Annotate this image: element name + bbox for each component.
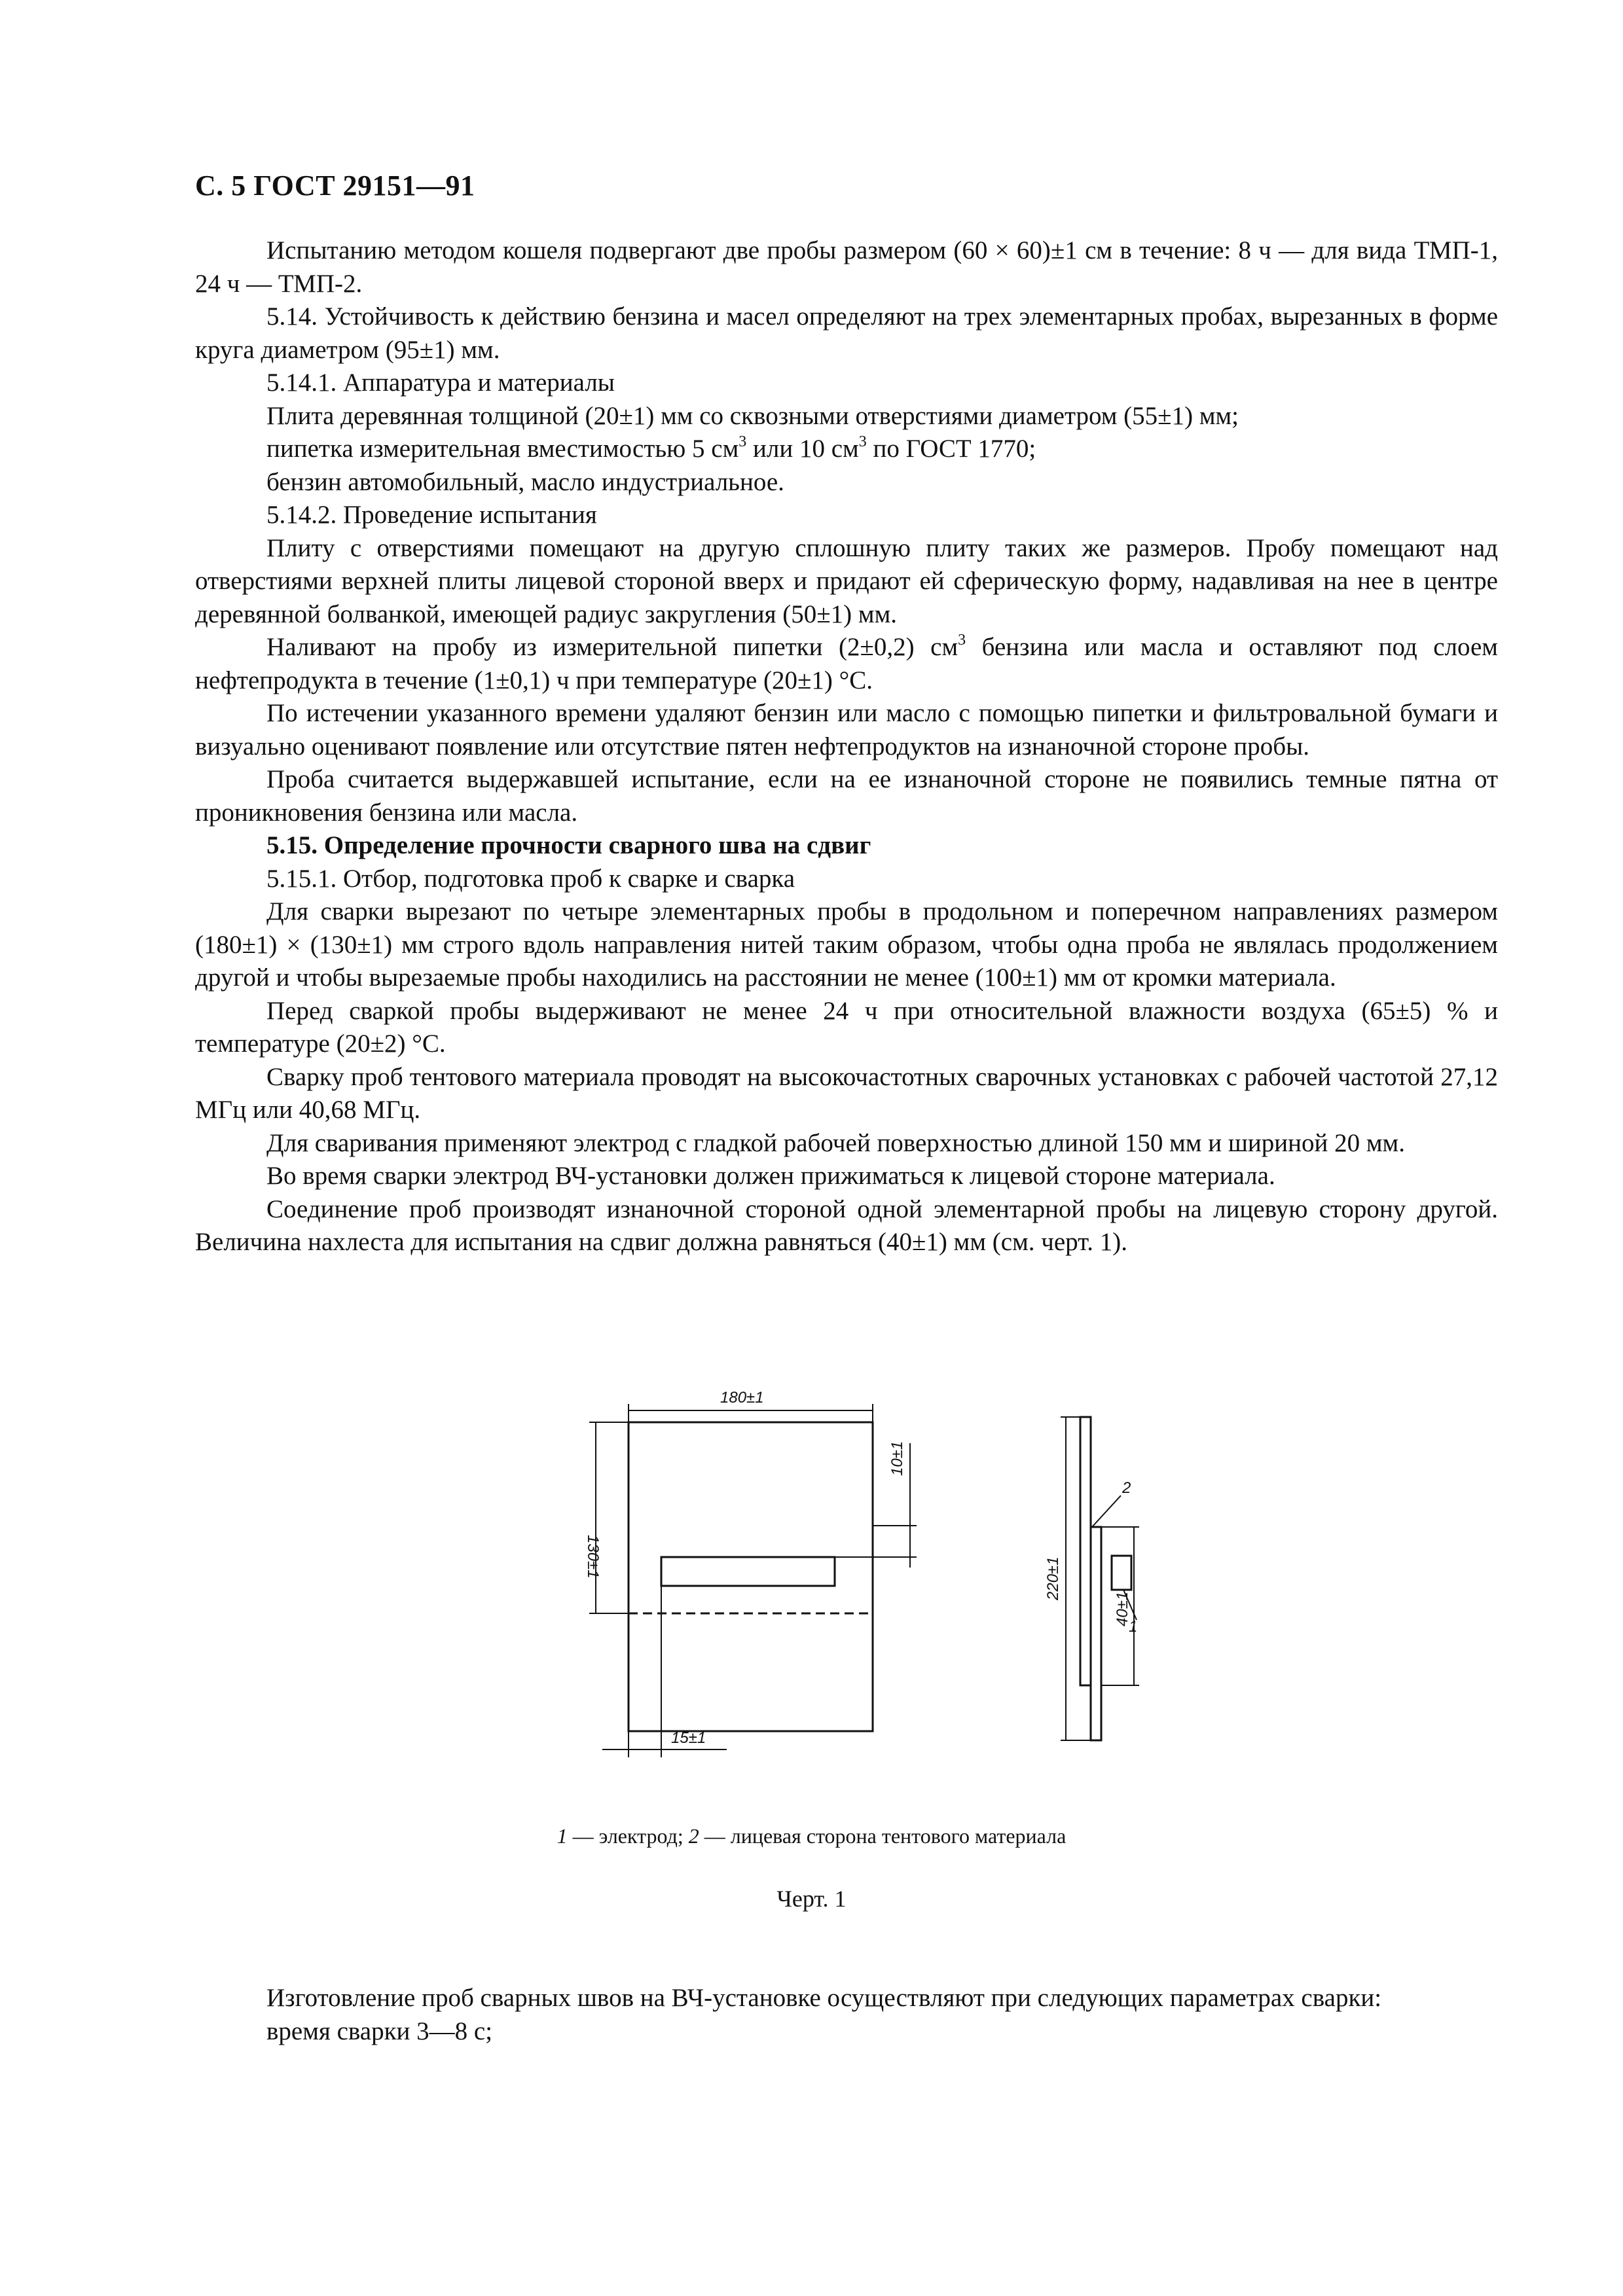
side-view-electrode <box>1112 1556 1131 1590</box>
dim-label-gap: 10±1 <box>888 1441 906 1476</box>
paragraph: Во время сварки электрод ВЧ-установки должен прижиматься к лицевой стороне материала. <box>266 1162 1275 1190</box>
sample-outline <box>629 1422 873 1731</box>
paragraph: 5.14.1. Аппаратура и материалы <box>266 368 615 397</box>
paragraph: 5.14. Устойчивость к действию бензина и масел определяют на трех элементарных пробах, вырезанных в форме круга диаметром (95±1) мм. <box>195 302 1498 364</box>
text-span: или 10 см <box>746 435 859 463</box>
paragraph: Плиту с отверстиями помещают на другую сплошную плиту таких же размеров. Пробу помещают над отверстиями верхней плиты лицевой стороной вверх и придают ей сферическую форму, надавливая на нее в центре деревянной болванкой, имеющей радиус закругления (50±1) мм. <box>195 533 1498 628</box>
dim-label-bottom: 15±1 <box>671 1729 706 1747</box>
leader-line-2 <box>1092 1496 1121 1527</box>
body-text <box>195 234 1498 1259</box>
paragraph: По истечении указанного времени удаляют бензин или масло с помощью пипетки и фильтровальной бумаги и визуально оценивают появление или отсутствие пятен нефтепродуктов на изнаночной стороне пробы. <box>195 699 1498 761</box>
welding-sample-drawing <box>563 1371 1139 1777</box>
paragraph: Соединение проб производят изнаночной стороной одной элементарной пробы на лицевую сторону другой. Величина нахлеста для испытания на сдвиг должна равняться (40±1) мм (см. черт. 1). <box>195 1194 1498 1256</box>
paragraph: время сварки 3—8 с; <box>266 2017 493 2045</box>
superscript: 3 <box>739 433 747 450</box>
paragraph: Изготовление проб сварных швов на ВЧ-установке осуществляют при следующих параметрах сварки: <box>266 1984 1382 2012</box>
paragraph: Перед сваркой пробы выдерживают не менее 24 ч при относительной влажности воздуха (65±5) % и температуре (20±2) °С. <box>195 996 1498 1058</box>
caption-text: — электрод; <box>567 1824 689 1848</box>
paragraph <box>195 433 1498 466</box>
side-view-plate-bottom <box>1091 1527 1101 1740</box>
paragraph: бензин автомобильный, масло индустриальное. <box>266 467 784 496</box>
paragraph: Для сварки вырезают по четыре элементарных пробы в продольном и поперечном направлениях размером (180±1) × (130±1) мм строго вдоль направления нитей таким образом, чтобы одна проба не являлась продолжением другой и чтобы вырезаемые пробы находились на расстоянии не менее (100±1) мм от кромки материала. <box>195 897 1498 992</box>
dim-label-overlap: 40±1 <box>1114 1591 1131 1626</box>
page-header: С. 5 ГОСТ 29151—91 <box>195 170 475 202</box>
paragraph <box>195 631 1498 697</box>
caption-number: 1 <box>556 1824 568 1848</box>
paragraph: Проба считается выдержавшей испытание, если на ее изнаночной стороне не появились темные пятна от проникновения бензина или масла. <box>195 765 1498 827</box>
figure-label: Черт. 1 <box>776 1886 847 1912</box>
bottom-text <box>195 1982 1498 2048</box>
text-span: по ГОСТ 1770; <box>866 435 1036 463</box>
side-view-plate-top <box>1080 1417 1091 1685</box>
text-span: пипетка измерительная вместимостью 5 см <box>266 435 739 463</box>
section-heading: 5.15. Определение прочности сварного шва на сдвиг <box>266 831 871 859</box>
paragraph: Испытанию методом кошеля подвергают две пробы размером (60 × 60)±1 см в течение: 8 ч — для вида ТМП-1, 24 ч — ТМП-2. <box>195 236 1498 298</box>
dim-label-width: 180±1 <box>720 1389 764 1407</box>
paragraph: 5.14.2. Проведение испытания <box>266 501 597 529</box>
caption-text: — лицевая сторона тентового материала <box>699 1824 1067 1848</box>
caption-number: 2 <box>688 1824 699 1848</box>
superscript: 3 <box>958 632 966 649</box>
paragraph: Для сваривания применяют электрод с гладкой рабочей поверхностью длиной 150 мм и шириной 20 мм. <box>266 1128 1405 1157</box>
label-1: 1 <box>1129 1618 1138 1636</box>
dim-label-height: 130±1 <box>584 1535 602 1579</box>
electrode-strip <box>661 1557 835 1586</box>
paragraph: 5.15.1. Отбор, подготовка проб к сварке и сварка <box>266 864 795 893</box>
dim-label-total: 220±1 <box>1044 1556 1062 1600</box>
paragraph: Сварку проб тентового материала проводят на высокочастотных сварочных установках с рабочей частотой 27,12 МГц или 40,68 МГц. <box>195 1062 1498 1124</box>
text-span: бензина или масла и оставляют под слоем нефтепродукта в течение (1±0,1) ч при температуре (20±1) °С. <box>195 633 1498 694</box>
label-2: 2 <box>1122 1479 1131 1497</box>
superscript: 3 <box>858 433 867 450</box>
paragraph: Плита деревянная толщиной (20±1) мм со сквозными отверстиями диаметром (55±1) мм; <box>266 401 1239 430</box>
figure-caption <box>0 1824 1623 1848</box>
text-span: Наливают на пробу из измерительной пипетки (2±0,2) см <box>266 633 958 661</box>
